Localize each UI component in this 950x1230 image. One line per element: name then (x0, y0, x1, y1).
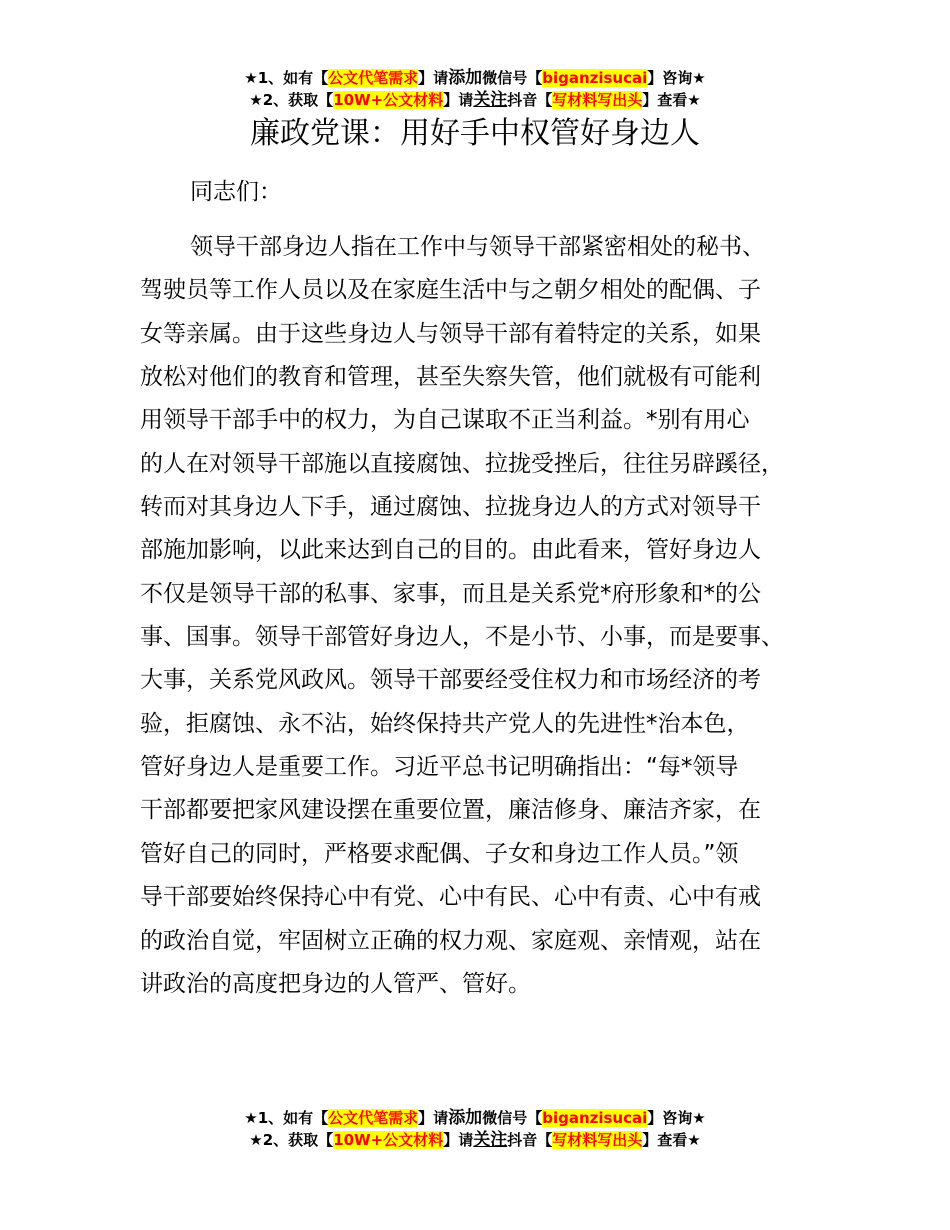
promo-text: ★2、获取【 (249, 1131, 334, 1149)
wechat-id-highlight: biganzisucai (542, 69, 648, 87)
promo-text: 微信号【 (482, 69, 543, 87)
wechat-id-highlight: biganzisucai (542, 1109, 648, 1127)
promo-text: ★2、获取【 (249, 91, 334, 109)
body-line: 的人在对领导干部施以直接腐蚀、拉拢受挫后，往往另辟蹊径， (140, 450, 784, 477)
promo-line-2 (0, 1129, 950, 1151)
body-line: 转而对其身边人下手，通过腐蚀、拉拢身边人的方式对领导干 (140, 494, 761, 521)
promo-emphasis: 关注 (473, 90, 508, 110)
body-line: 干部都要把家风建设摆在重要位置，廉洁修身、廉洁齐家，在 (140, 797, 761, 824)
promo-text: 】查看★ (642, 91, 701, 109)
douyin-id-highlight: 写材料写出头 (552, 91, 643, 109)
body-line: 事、国事。领导干部管好身边人，不是小节、小事，而是要事、 (140, 624, 784, 651)
header-promo-banner (0, 67, 950, 111)
promo-text: ★1、如有【 (244, 1109, 329, 1127)
body-paragraph (140, 226, 840, 1006)
body-line: 导干部要始终保持心中有党、心中有民、心中有责、心中有戒 (140, 884, 761, 911)
promo-text: 抖音【 (507, 1131, 553, 1149)
document-title: 廉政党课：用好手中权管好身边人 (250, 116, 700, 151)
promo-text: 微信号【 (482, 1109, 543, 1127)
body-line: 讲政治的高度把身边的人管严、管好。 (140, 970, 531, 997)
body-line: 驾驶员等工作人员以及在家庭生活中与之朝夕相处的配偶、子 (140, 277, 761, 304)
body-line: 用领导干部手中的权力，为自己谋取不正当利益。*别有用心 (140, 407, 750, 434)
promo-line-1 (0, 1107, 950, 1129)
promo-highlight: 10W+公文材料 (333, 91, 444, 109)
body-line: 验，拒腐蚀、永不沾，始终保持共产党人的先进性*治本色， (140, 710, 750, 737)
body-line: 管好自己的同时，严格要求配偶、子女和身边工作人员。”领 (140, 840, 739, 867)
promo-line-1 (0, 67, 950, 89)
promo-highlight: 公文代笔需求 (328, 69, 419, 87)
body-line: 不仅是领导干部的私事、家事，而且是关系党*府形象和*的公 (140, 580, 761, 607)
promo-text: 】咨询★ (647, 1109, 706, 1127)
footer-promo-banner (0, 1107, 950, 1151)
promo-text: 】请 (443, 1131, 474, 1149)
promo-emphasis: 添加 (448, 1108, 483, 1128)
promo-emphasis: 添加 (448, 68, 483, 88)
douyin-id-highlight: 写材料写出头 (552, 1131, 643, 1149)
promo-text: 】请 (443, 91, 474, 109)
body-line: 部施加影响，以此来达到自己的目的。由此看来，管好身边人 (140, 537, 761, 564)
promo-line-2 (0, 89, 950, 111)
promo-text: 抖音【 (507, 91, 553, 109)
body-line: 女等亲属。由于这些身边人与领导干部有着特定的关系，如果 (140, 320, 761, 347)
promo-text: 】请 (418, 69, 449, 87)
body-line: 领导干部身边人指在工作中与领导干部紧密相处的秘书、 (190, 234, 765, 260)
body-line: 的政治自觉，牢固树立正确的权力观、家庭观、亲情观，站在 (140, 927, 761, 954)
promo-text: 】咨询★ (647, 69, 706, 87)
promo-highlight: 公文代笔需求 (328, 1109, 419, 1127)
body-line: 管好身边人是重要工作。习近平总书记明确指出：“每*领导 (140, 754, 739, 781)
body-line: 放松对他们的教育和管理，甚至失察失管，他们就极有可能利 (140, 364, 761, 391)
promo-text: 】请 (418, 1109, 449, 1127)
promo-text: ★1、如有【 (244, 69, 329, 87)
promo-highlight: 10W+公文材料 (333, 1131, 444, 1149)
salutation: 同志们： (190, 179, 282, 205)
promo-text: 】查看★ (642, 1131, 701, 1149)
body-line: 大事，关系党风政风。领导干部要经受住权力和市场经济的考 (140, 667, 761, 694)
promo-emphasis: 关注 (473, 1130, 508, 1150)
